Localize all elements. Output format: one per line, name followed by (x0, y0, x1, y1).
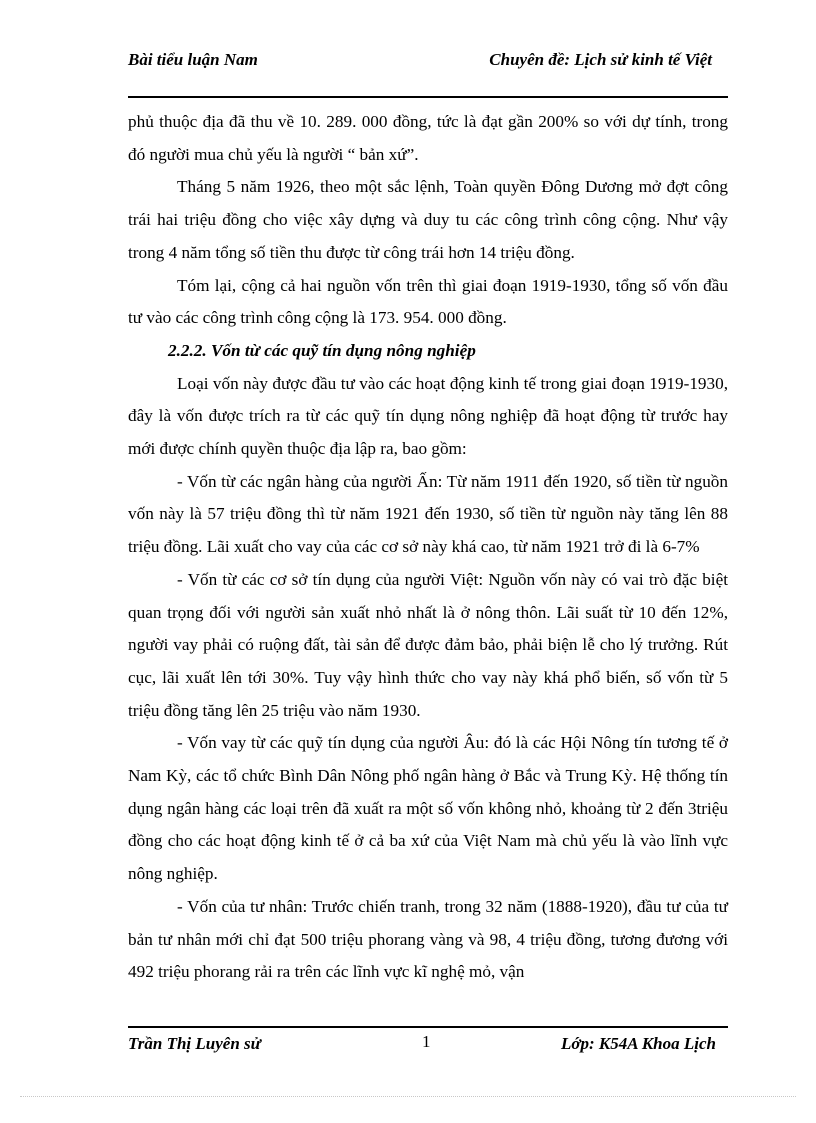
header-title-left: Bài tiểu luận Nam (128, 50, 258, 69)
page-header (128, 50, 728, 98)
paragraph-4: Loại vốn này được đầu tư vào các hoạt động kinh tế trong giai đoạn 1919-1930, đây là vốn được trích ra từ các quỹ tín dụng nông nghiệp đã hoạt động từ trước hay mới được chính quyền thuộc địa lập ra, bao gồm: (128, 373, 728, 459)
paragraph-8: - Vốn của tư nhân: Trước chiến tranh, trong 32 năm (1888-1920), đầu tư của tư bản tư nhân mới chỉ đạt 500 triệu phorang vàng và 98, 4 triệu đồng, tương đương với 492 triệu phorang rải ra trên các lĩnh vực kĩ nghệ mỏ, vận (128, 896, 728, 982)
paragraph-1: phủ thuộc địa đã thu về 10. 289. 000 đồng, tức là đạt gần 200% so với dự tính, trong đó người mua chủ yếu là người “ bản xứ”. (128, 112, 728, 164)
page-number: 1 (422, 1032, 431, 1051)
paragraph-3: Tóm lại, cộng cả hai nguồn vốn trên thì giai đoạn 1919-1930, tổng số vốn đầu tư vào các công trình công cộng là 173. 954. 000 đồng. (128, 275, 728, 328)
section-heading: 2.2.2. Vốn từ các quỹ tín dụng nông nghiệp (168, 340, 476, 360)
footer-author: Trần Thị Luyên sử (128, 1034, 261, 1053)
paragraph-2: Tháng 5 năm 1926, theo một sắc lệnh, Toàn quyền Đông Dương mở đợt công trái hai triệu đồng cho việc xây dựng và duy tu các công trình công cộng. Như vậy trong 4 năm tổng số tiền thu được từ công trái hơn 14 triệu đồng. (128, 177, 728, 262)
footer-class: Lớp: K54A Khoa Lịch (560, 1034, 716, 1053)
paragraph-7: - Vốn vay từ các quỹ tín dụng của người Âu: đó là các Hội Nông tín tương tế ở Nam Kỳ, các tổ chức Bình Dân Nông phố ngân hàng ở Bắc và Trung Kỳ. Hệ thống tín dụng ngân hàng các loại trên đã xuất ra một số vốn không nhỏ, khoảng từ 2 đến 3triệu đồng cho các hoạt động kinh tế ở cả ba xứ của Việt Nam mà chủ yếu là vào lĩnh vực nông nghiệp. (128, 733, 728, 884)
header-title-right: Chuyên đề: Lịch sử kinh tế Việt (489, 50, 712, 69)
page-edge-divider (20, 1096, 796, 1097)
page-footer (128, 1026, 728, 1078)
document-body (128, 106, 728, 989)
paragraph-6: - Vốn từ các cơ sở tín dụng của người Việt: Nguồn vốn này có vai trò đặc biệt quan trọng đối với người sản xuất nhỏ nhất là ở nông thôn. Lãi suất từ 10 đến 12%, người vay phải có ruộng đất, tài sản để được đảm bảo, phải biện lễ cho lý trưởng. Rút cục, lãi xuất lên tới 30%. Tuy vậy hình thức cho vay này khá phổ biến, số vốn từ 5 triệu đồng tăng lên 25 triệu vào năm 1930. (128, 569, 728, 720)
paragraph-5: - Vốn từ các ngân hàng của người Ấn: Từ năm 1911 đến 1920, số tiền từ nguồn vốn này là 57 triệu đồng thì từ năm 1921 đến 1930, số tiền từ nguồn này tăng lên 88 triệu đồng. Lãi xuất cho vay của các cơ sở này khá cao, từ năm 1921 trở đi là 6-7% (128, 471, 728, 557)
